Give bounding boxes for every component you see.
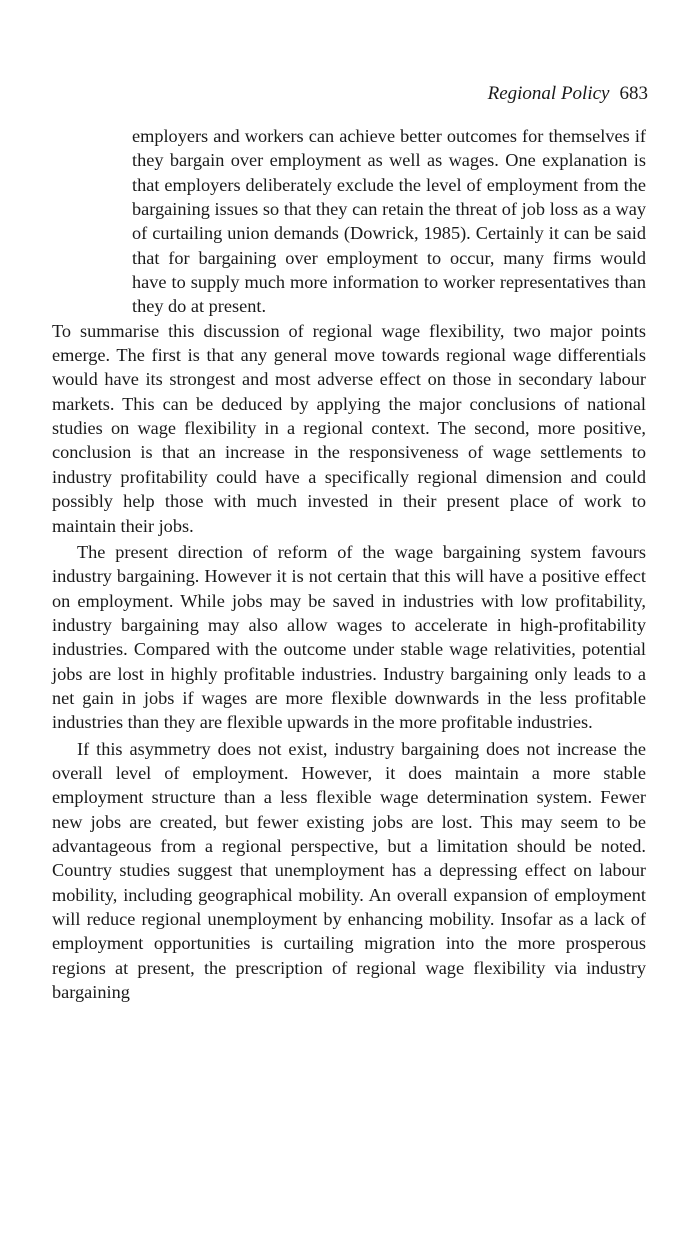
- block-quotation: employers and workers can achieve better outcomes for themselves if they bargain over employment as well as wages. One explanation is that employers deliberately exclude the level of employment from the bargaining issues so that they can retain the threat of job loss as a way of curtailing union demands (Dowrick, 1985). Certainly it can be said that for bargaining over employment to occur, many firms would have to supply much more information to worker representatives than they do at present.: [132, 126, 646, 317]
- paragraph-summary: To summarise this discussion of regional wage flexibility, two major points emerge. The first is that any general move towards regional wage differentials would have its strongest and most adverse effect on those in secondary labour markets. This can be deduced by applying the major conclusions of national studies on wage flexibility in a regional context. The second, more positive, conclusion is that an increase in the responsiveness of wage settlements to industry profitability could have a specifically regional dimension and could possibly help those with much invested in their present place of work to maintain their jobs.: [52, 320, 646, 536]
- running-head: [488, 82, 648, 106]
- page-number: 683: [619, 83, 648, 104]
- body-text: [52, 124, 646, 1004]
- paragraph-asymmetry: If this asymmetry does not exist, industry bargaining does not increase the overall level of employment. However, it does maintain a more stable employment structure than a less flexible wage determination system. Fewer new jobs are created, but fewer existing jobs are lost. This may seem to be advantageous from a regional perspective, but a limitation should be noted. Country studies suggest that unemployment has a depressing effect on labour mobility, including geographical mobility. An overall expansion of employment will reduce regional unemployment by enhancing mobility. Insofar as a lack of employment opportunities is curtailing migration into the more prosperous regions at present, the prescription of regional wage flexibility via industry bargaining: [52, 738, 646, 1003]
- paragraph-reform-direction: The present direction of reform of the wage bargaining system favours industry bargaining. However it is not certain that this will have a positive effect on employment. While jobs may be saved in industries with low profitability, industry bargaining may also allow wages to accelerate in high-profitability industries. Compared with the outcome under stable wage relativities, potential jobs are lost in highly profitable industries. Industry bargaining only leads to a net gain in jobs if wages are more flexible downwards in the less profitable industries than they are flexible upwards in the more profitable industries.: [52, 541, 646, 733]
- running-head-title: Regional Policy: [487, 83, 610, 104]
